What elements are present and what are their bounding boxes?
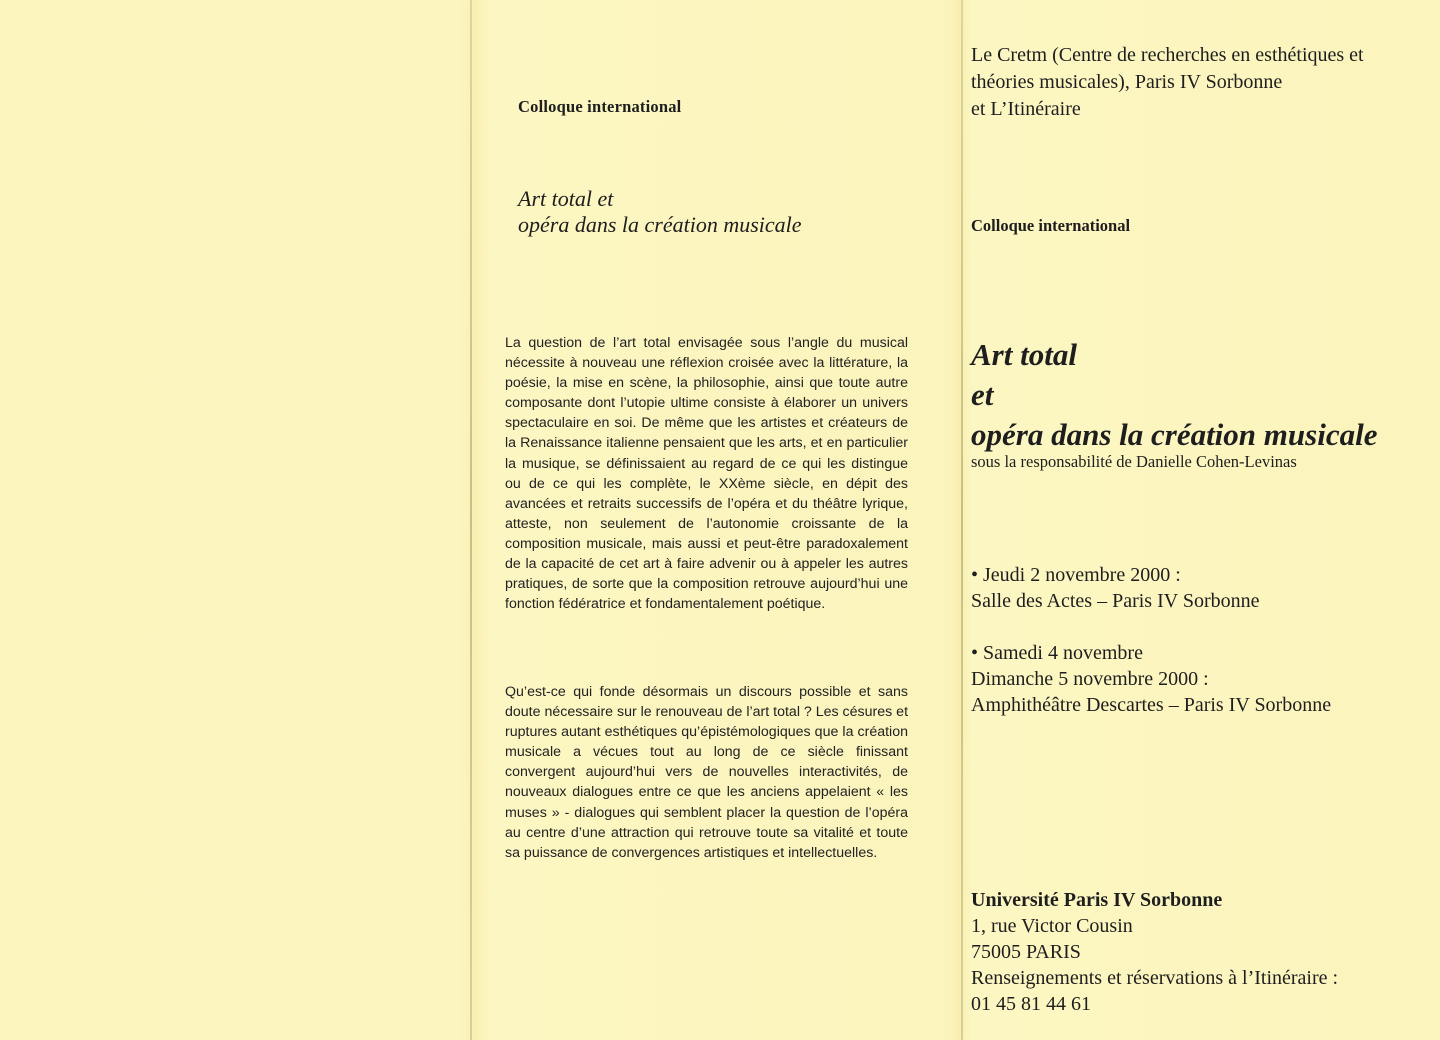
right-title-line3: opéra dans la création musicale <box>971 417 1378 452</box>
city-line: 75005 PARIS <box>971 941 1081 963</box>
right-colloque-heading: Colloque international <box>971 216 1131 235</box>
right-title-line1: Art total <box>971 337 1077 372</box>
middle-title <box>518 186 802 238</box>
organizers-line2: théories musicales), Paris IV Sorbonne <box>971 71 1283 93</box>
middle-title-line2: opéra dans la création musicale <box>518 212 802 237</box>
fold-line-left <box>470 0 472 1040</box>
organizers-line1: Le Cretm (Centre de recherches en esthétiques et <box>971 44 1364 66</box>
middle-colloque-heading: Colloque international <box>518 97 682 116</box>
date1-line2: Salle des Actes – Paris IV Sorbonne <box>971 590 1260 612</box>
intro-paragraph-1: La question de l’art total envisagée sous l’angle du musical nécessite à nouveau une réflexion croisée avec la littérature, la poésie, la mise en scène, la philosophie, ainsi que toute autre composante dont l’utopie ultime consiste à élaborer un univers spectaculaire en soi. De même que les artistes et créateurs de la Renaissance italienne pensaient que les arts, et en particulier la musique, se définissaient au regard de ce qui les distingue ou de ce qui les complète, le XXème siècle, en dépit des avancées et retraits successifs de l’opéra et du théâtre lyrique, atteste, non seulement de l’autonomie croissante de la composition musicale, mais aussi et peut-être paradoxalement de la capacité de cet art à faire advenir ou à appeler les autres pratiques, de sorte que la composition retrouve aujourd’hui une fonction fédératrice et fondamentalement poétique. <box>505 335 908 613</box>
right-title-line2: et <box>971 377 994 412</box>
middle-title-line1: Art total et <box>518 186 614 211</box>
info-line: Renseignements et réservations à l’Itinéraire : <box>971 967 1339 989</box>
intro-paragraph-2: Qu’est-ce qui fonde désormais un discours possible et sans doute nécessaire sur le renouveau de l’art total ? Les césures et ruptures autant esthétiques qu’épistémologiques que la création musicale a vécues tout au long de ce siècle finissant convergent aujourd’hui vers de nouvelles interactivités, de nouveaux dialogues entre ce que les anciens appelaient « les muses » - dialogues qui semblent placer la question de l’opéra au centre d’une attraction qui retrouve toute sa vitalité et toute sa puissance de convergences artistiques et intellectuelles. <box>505 684 909 861</box>
street-address: 1, rue Victor Cousin <box>971 915 1133 937</box>
date2-line3: Amphithéâtre Descartes – Paris IV Sorbonne <box>971 694 1332 716</box>
phone-number: 01 45 81 44 61 <box>971 993 1091 1015</box>
responsible-line: sous la responsabilité de Danielle Cohen-Levinas <box>971 452 1297 471</box>
date2-line2: Dimanche 5 novembre 2000 : <box>971 668 1209 690</box>
organizers-line3: et L’Itinéraire <box>971 98 1081 120</box>
date1-line1: • Jeudi 2 novembre 2000 : <box>971 564 1181 586</box>
date2-line1: • Samedi 4 novembre <box>971 642 1143 664</box>
university-name: Université Paris IV Sorbonne <box>971 889 1223 911</box>
organizers-block <box>971 42 1436 123</box>
right-title <box>971 335 1377 455</box>
fold-line-right <box>961 0 963 1040</box>
dates-spacer <box>971 614 1331 640</box>
address-block <box>971 887 1338 1017</box>
dates-block <box>971 562 1331 718</box>
